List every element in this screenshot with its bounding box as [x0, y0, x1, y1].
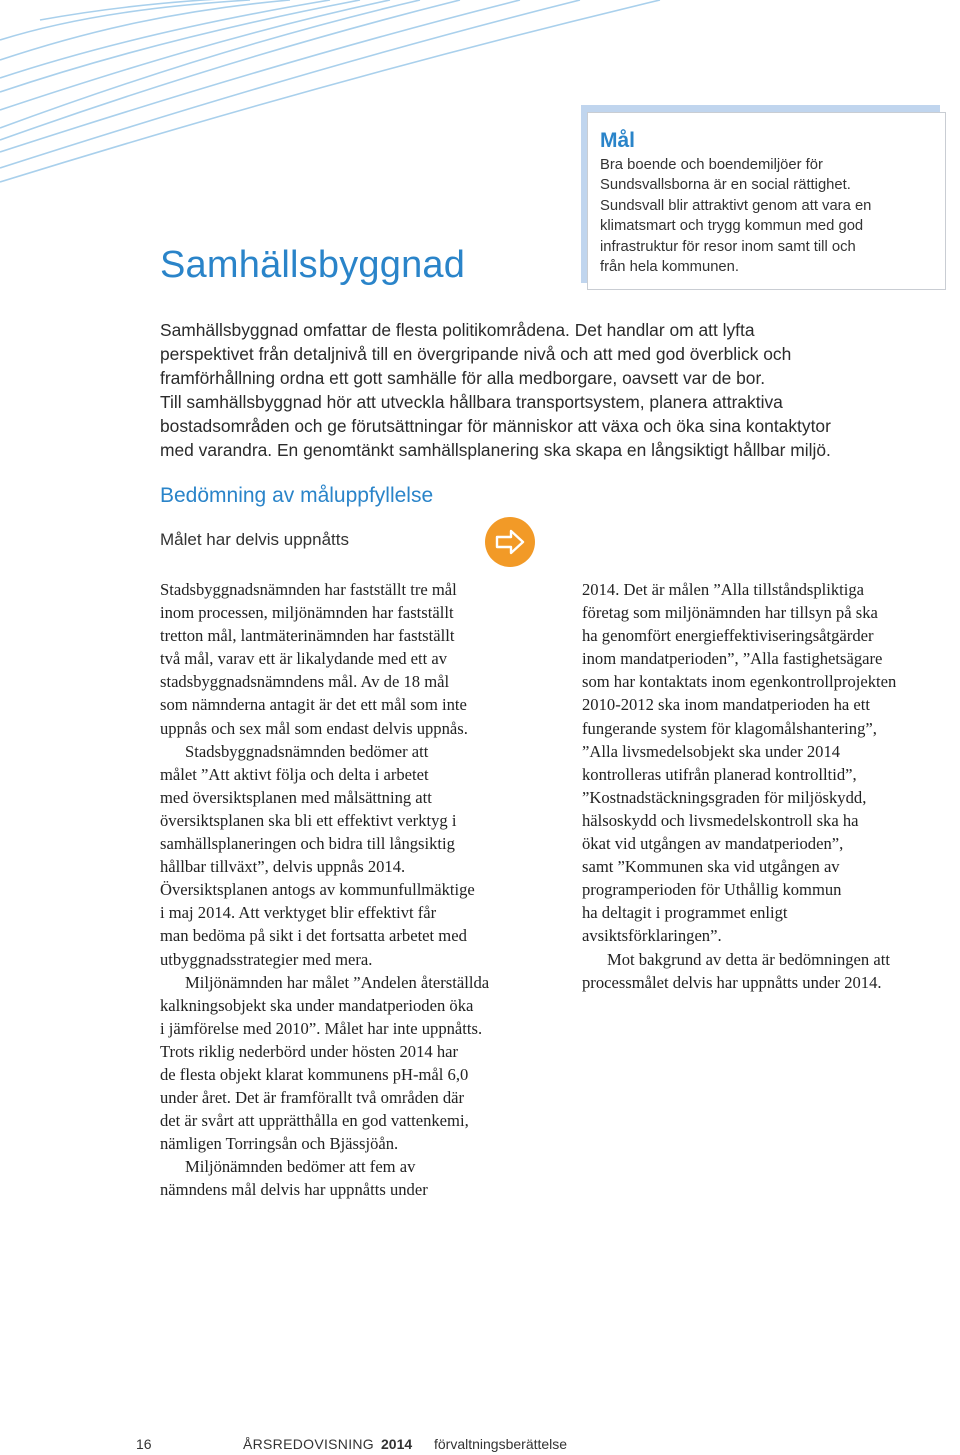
body-line: kontrolleras utifrån planerad kontrolltid”,: [582, 764, 857, 784]
page-title: Samhällsbyggnad: [160, 244, 466, 286]
intro-line: Till samhällsbyggnad hör att utveckla hållbara transportsystem, planera attraktiva: [160, 392, 783, 412]
goal-box: [587, 112, 946, 290]
body-line: som nämnderna antagit är det ett mål som inte: [160, 695, 467, 715]
body-line: Miljönämnden bedömer att fem av: [185, 1157, 416, 1177]
body-line: uppnås och sex mål som endast delvis uppnås.: [160, 718, 468, 738]
body-column-left: [160, 578, 535, 1202]
goal-line: klimatsmart och trygg kommun med god: [600, 218, 864, 235]
goal-line: infrastruktur för resor inom samt till och: [600, 238, 856, 255]
body-line: processmålet delvis har uppnåtts under 2014.: [582, 972, 882, 992]
body-line: hälsoskydd och livsmedelskontroll ska ha: [582, 810, 859, 830]
body-line: nämndens mål delvis har uppnåtts under: [160, 1180, 428, 1200]
body-line: utbyggnadsstrategier med mera.: [160, 949, 373, 969]
intro-line: perspektivet från detaljnivå till en övergripande nivå och att med god överblick och: [160, 344, 792, 364]
body-line: programperioden för Uthållig kommun: [582, 880, 842, 900]
body-line: kalkningsobjekt ska under mandatperioden öka: [160, 995, 474, 1015]
body-line: Stadsbyggnadsnämnden bedömer att: [185, 741, 429, 761]
body-line: inom processen, miljönämnden har fastställt: [160, 603, 454, 623]
intro-paragraph: [160, 318, 955, 462]
arrow-right-icon: [485, 517, 535, 567]
intro-line: framförhållning ordna ett gott samhälle för alla medborgare, oavsett var de bor.: [160, 368, 766, 388]
body-line: Stadsbyggnadsnämnden har fastställt tre mål: [160, 580, 457, 599]
body-line: ”Alla livsmedelsobjekt ska under 2014: [582, 741, 841, 761]
document-year: 2014: [381, 1436, 413, 1452]
body-line: tretton mål, lantmäterinämnden har fastställt: [160, 626, 455, 646]
body-line: ha deltagit i programmet enligt: [582, 903, 788, 923]
body-line: som har kontaktats inom egenkontrollprojekten: [582, 672, 897, 692]
page-number: 16: [136, 1436, 152, 1452]
body-line: avsiktsförklaringen”.: [582, 926, 722, 946]
goal-line: Sundsvall blir attraktivt genom att vara en: [600, 197, 872, 214]
body-line: Trots riklig nederbörd under hösten 2014 har: [160, 1041, 459, 1061]
document-section: förvaltningsberättelse: [434, 1436, 568, 1452]
body-line: 2014. Det är målen ”Alla tillståndspliktiga: [582, 580, 865, 599]
body-line: ”Kostnadstäckningsgraden för miljöskydd,: [582, 787, 867, 807]
assessment-heading: Bedömning av måluppfyllelse: [160, 484, 434, 507]
body-line: fungerande system för klagomålshantering”,: [582, 718, 877, 738]
body-line: hållbar tillväxt”, delvis uppnås 2014.: [160, 857, 406, 877]
body-line: Mot bakgrund av detta är bedömningen att: [607, 949, 890, 969]
goal-text: [600, 155, 936, 277]
body-line: Miljönämnden har målet ”Andelen återställda: [185, 972, 490, 992]
intro-line: Samhällsbyggnad omfattar de flesta politikområdena. Det handlar om att lyfta: [160, 320, 755, 340]
body-line: stadsbyggnadsnämndens mål. Av de 18 mål: [160, 672, 450, 692]
body-line: med översiktsplanen med målsättning att: [160, 787, 432, 807]
body-line: 2010-2012 ska inom mandatperioden ha ett: [582, 695, 871, 715]
goal-line: Sundsvallsborna är en social rättighet.: [600, 177, 851, 194]
body-line: målet ”Att aktivt följa och delta i arbetet: [160, 764, 429, 784]
body-line: ha genomfört energieffektiviseringsåtgärder: [582, 626, 874, 646]
document-name: ÅRSREDOVISNING: [243, 1436, 374, 1452]
intro-line: bostadsområden och ge förutsättningar för människor att växa och öka sina kontaktytor: [160, 416, 831, 436]
body-line: samt ”Kommunen ska vid utgången av: [582, 857, 840, 877]
body-line: inom mandatperioden”, ”Alla fastighetsägare: [582, 649, 883, 669]
body-line: de flesta objekt klarat kommunens pH-mål 6,0: [160, 1064, 469, 1084]
body-line: två mål, varav ett är likalydande med ett av: [160, 649, 448, 669]
body-line: översiktsplanen ska bli ett effektivt verktyg i: [160, 810, 457, 830]
body-line: man bedöma på sikt i det fortsatta arbetet med: [160, 926, 467, 946]
body-line: det är svårt att upprätthålla en god vattenkemi,: [160, 1111, 469, 1131]
goal-heading: Mål: [600, 129, 636, 152]
body-line: samhällsplaneringen och bidra till långsiktig: [160, 834, 455, 854]
page-footer: [0, 1436, 960, 1454]
body-column-right: [582, 578, 947, 994]
body-line: under året. Det är framförallt två områden där: [160, 1088, 465, 1108]
body-line: i jämförelse med 2010”. Målet har inte uppnåtts.: [160, 1018, 483, 1038]
body-line: företag som miljönämnden har tillsyn på ska: [582, 603, 878, 623]
body-line: ökat vid utgången av mandatperioden”,: [582, 834, 844, 854]
goal-line: Bra boende och boendemiljöer för: [600, 157, 823, 173]
intro-line: med varandra. En genomtänkt samhällsplanering ska skapa en långsiktigt hållbar miljö.: [160, 440, 831, 460]
body-line: nämligen Torringsån och Bjässjöån.: [160, 1134, 399, 1154]
goal-line: från hela kommunen.: [600, 259, 740, 276]
body-line: Översiktsplanen antogs av kommunfullmäktige: [160, 880, 475, 900]
assessment-status: Målet har delvis uppnåtts: [160, 530, 349, 549]
body-line: i maj 2014. Att verktyget blir effektivt får: [160, 903, 437, 923]
